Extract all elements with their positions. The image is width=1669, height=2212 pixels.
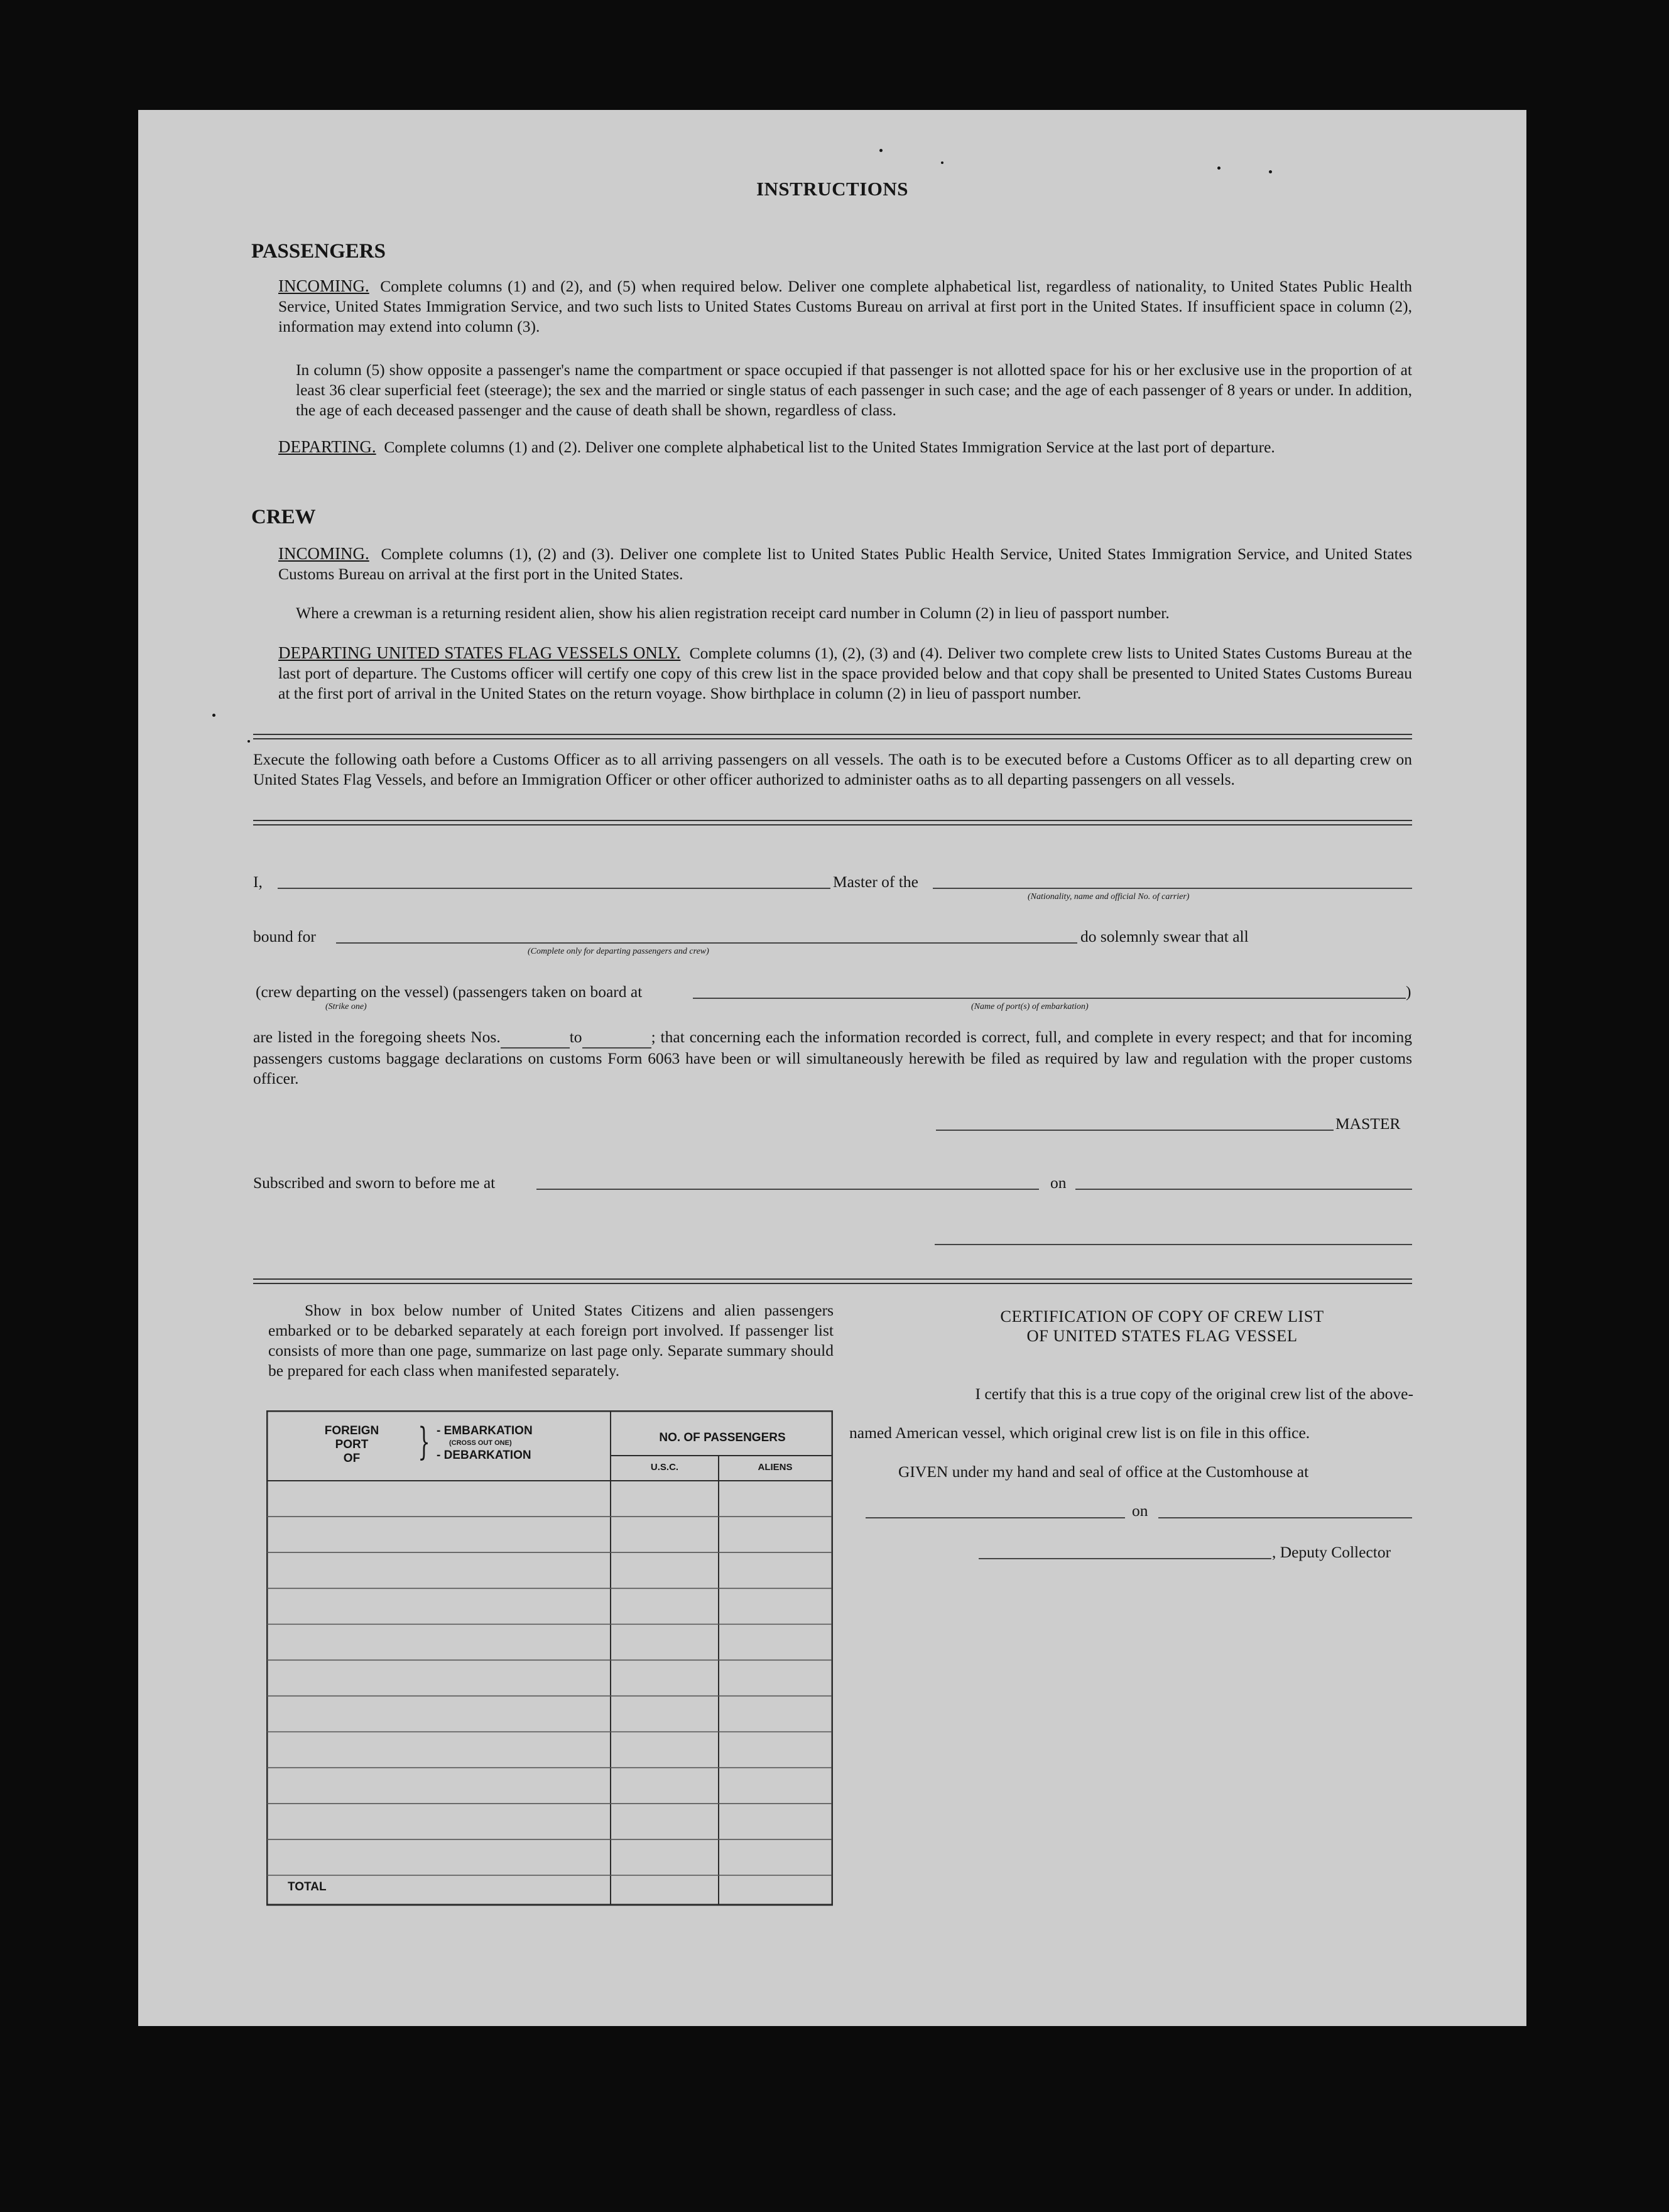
officer-signature-field[interactable] bbox=[935, 1244, 1412, 1245]
total-label: TOTAL bbox=[288, 1880, 327, 1893]
carrier-field[interactable] bbox=[933, 888, 1412, 889]
embarkation-ports-field[interactable] bbox=[693, 998, 1406, 999]
crew-incoming-paragraph bbox=[278, 543, 1412, 584]
sworn-place-field[interactable] bbox=[536, 1189, 1039, 1190]
port-label: PORT bbox=[335, 1438, 369, 1451]
ports-hint: (Name of port(s) of embarkation) bbox=[971, 1002, 1089, 1011]
crew-passengers-label: (crew departing on the vessel) (passengers taken on board at bbox=[256, 983, 643, 1001]
strike-hint: (Strike one) bbox=[325, 1002, 367, 1011]
passengers-column5-paragraph: In column (5) show opposite a passenger's name the compartment or space occupied if that passenger is not allotted space for his or her exclusive use in the proportion of at least 36 clear superficial feet (steerage); the sex and the married or single status of each passenger in such case; and the age of each passenger of 8 years or under. In addition, the age of each deceased passenger and the cause of death shall be shown, regardless of class. bbox=[296, 361, 1412, 419]
usc-header: U.S.C. bbox=[650, 1462, 679, 1473]
no-of-passengers-header: NO. OF PASSENGERS bbox=[659, 1431, 786, 1444]
cert-on-label: on bbox=[1132, 1501, 1148, 1520]
aliens-header: ALIENS bbox=[758, 1462, 793, 1473]
passengers-departing-paragraph bbox=[278, 437, 1412, 457]
debarkation-label: - DEBARKATION bbox=[437, 1449, 531, 1462]
divider bbox=[253, 820, 1412, 821]
certify-line1: I certify that this is a true copy of the original crew list of the above- bbox=[975, 1385, 1413, 1403]
bound-for-field[interactable] bbox=[336, 942, 1077, 944]
page-title: INSTRUCTIONS bbox=[756, 178, 908, 200]
crew-heading: CREW bbox=[251, 506, 316, 528]
cert-date-field[interactable] bbox=[1158, 1517, 1412, 1518]
crew-resident-paragraph: Where a crewman is a returning resident alien, show his alien registration receipt card number in Column (2) in lieu of passport number. bbox=[296, 604, 1170, 622]
sworn-on-label: on bbox=[1050, 1174, 1067, 1192]
divider bbox=[253, 738, 1412, 739]
summary-instructions: Show in box below number of United States Citizens and alien passengers embarked or to be debarked separately at each foreign port involved. If passenger list consists of more than one page, summarize on last page only. Separate summary should be prepared for each class when manifested separately. bbox=[268, 1301, 834, 1380]
document-page bbox=[138, 110, 1526, 2026]
to-label: to bbox=[569, 1028, 582, 1046]
oath-i-label: I, bbox=[253, 873, 263, 891]
close-paren: ) bbox=[1406, 983, 1411, 1001]
divider bbox=[253, 824, 1412, 825]
passengers-departing-lead: DEPARTING. bbox=[278, 437, 376, 456]
foreign-port-of-header bbox=[314, 1424, 389, 1466]
oath-instructions: Execute the following oath before a Customs Officer as to all arriving passengers on all vessels. The oath is to be executed before a Customs Officer as to all departing crew on United States Flag Vessels, and before an Immigration Officer or other officer authorized to administer oaths as to all departing passengers on all vessels. bbox=[253, 750, 1412, 788]
certification-heading-line1: CERTIFICATION OF COPY OF CREW LIST bbox=[1000, 1307, 1324, 1326]
master-of-label: Master of the bbox=[833, 873, 918, 891]
certification-heading-line2: OF UNITED STATES FLAG VESSEL bbox=[1026, 1326, 1298, 1345]
scan-speck bbox=[247, 740, 250, 743]
sheet-to-field[interactable] bbox=[582, 1027, 651, 1049]
oath-listed-paragraph bbox=[253, 1027, 1412, 1089]
scan-speck bbox=[879, 149, 883, 152]
subscribed-label: Subscribed and sworn to before me at bbox=[253, 1174, 496, 1192]
swear-label: do solemnly swear that all bbox=[1080, 927, 1249, 945]
crew-incoming-lead: INCOMING. bbox=[278, 544, 369, 563]
brace-icon: } bbox=[418, 1420, 430, 1464]
bound-for-label: bound for bbox=[253, 927, 316, 945]
divider bbox=[253, 1283, 1412, 1284]
listed-start: are listed in the foregoing sheets Nos. bbox=[253, 1028, 501, 1046]
sworn-date-field[interactable] bbox=[1075, 1189, 1412, 1190]
crew-departing-paragraph bbox=[278, 643, 1412, 704]
embarkation-label: - EMBARKATION bbox=[437, 1424, 533, 1437]
scan-speck bbox=[941, 161, 943, 164]
crew-departing-text: Complete columns (1), (2), (3) and (4). Deliver two complete crew lists to United States Customs Bureau at the last port of departure. The Customs officer will certify one copy of this crew list in the space provided below and that copy shall be presented to United States Customs Bureau at the first port of arrival in the United States on the return voyage. Show birthplace in column (2) in lieu of passport number. bbox=[278, 644, 1413, 702]
crew-departing-lead: DEPARTING UNITED STATES FLAG VESSELS ONLY. bbox=[278, 643, 681, 662]
passenger-summary-table bbox=[266, 1410, 833, 1907]
bound-for-hint: (Complete only for departing passengers and crew) bbox=[528, 947, 709, 956]
passengers-incoming-paragraph bbox=[278, 276, 1412, 337]
given-line: GIVEN under my hand and seal of office at the Customhouse at bbox=[898, 1463, 1309, 1481]
deputy-collector-label: , Deputy Collector bbox=[1272, 1543, 1391, 1561]
passengers-departing-text: Complete columns (1) and (2). Deliver one complete alphabetical list to the United States Immigration Service at the last port of departure. bbox=[384, 438, 1275, 456]
master-name-field[interactable] bbox=[278, 888, 830, 889]
carrier-hint: (Nationality, name and official No. of carrier) bbox=[1028, 892, 1190, 902]
scan-speck bbox=[212, 714, 215, 717]
listed-rest: ; that concerning each the information recorded is correct, full, and complete in every respect; and that for incoming passengers customs baggage declarations on customs Form 6063 have been or will simultaneously herewith be filed as required by law and regulation with the proper customs officer. bbox=[253, 1028, 1412, 1087]
master-label: MASTER bbox=[1335, 1114, 1401, 1133]
certification-heading bbox=[923, 1307, 1401, 1346]
certify-line2: named American vessel, which original crew list is on file in this office. bbox=[849, 1424, 1310, 1442]
customhouse-field[interactable] bbox=[866, 1517, 1125, 1518]
passengers-incoming-lead: INCOMING. bbox=[278, 276, 369, 295]
cross-out-hint: (CROSS OUT ONE) bbox=[449, 1439, 512, 1447]
foreign-label: FOREIGN bbox=[324, 1424, 379, 1437]
sheet-from-field[interactable] bbox=[501, 1027, 570, 1049]
passengers-heading: PASSENGERS bbox=[251, 240, 386, 263]
passengers-incoming-text: Complete columns (1) and (2), and (5) when required below. Deliver one complete alphabetical list, regardless of nationality, to United States Public Health Service, United States Immigration Service, and two such lists to United States Customs Bureau on arrival at first port in the United States. If insufficient space in column (2), information may extend into column (3). bbox=[278, 277, 1413, 335]
crew-incoming-text: Complete columns (1), (2) and (3). Deliver one complete list to United States Public Health Service, United States Immigration Service, and United States Customs Bureau on arrival at the first port in the United States. bbox=[278, 545, 1413, 583]
scan-speck bbox=[1217, 166, 1220, 170]
deputy-signature-field[interactable] bbox=[979, 1558, 1271, 1559]
scan-speck bbox=[1269, 170, 1272, 173]
of-label: OF bbox=[343, 1452, 361, 1465]
divider bbox=[253, 1278, 1412, 1280]
divider bbox=[253, 734, 1412, 735]
master-signature-field[interactable] bbox=[936, 1130, 1334, 1131]
